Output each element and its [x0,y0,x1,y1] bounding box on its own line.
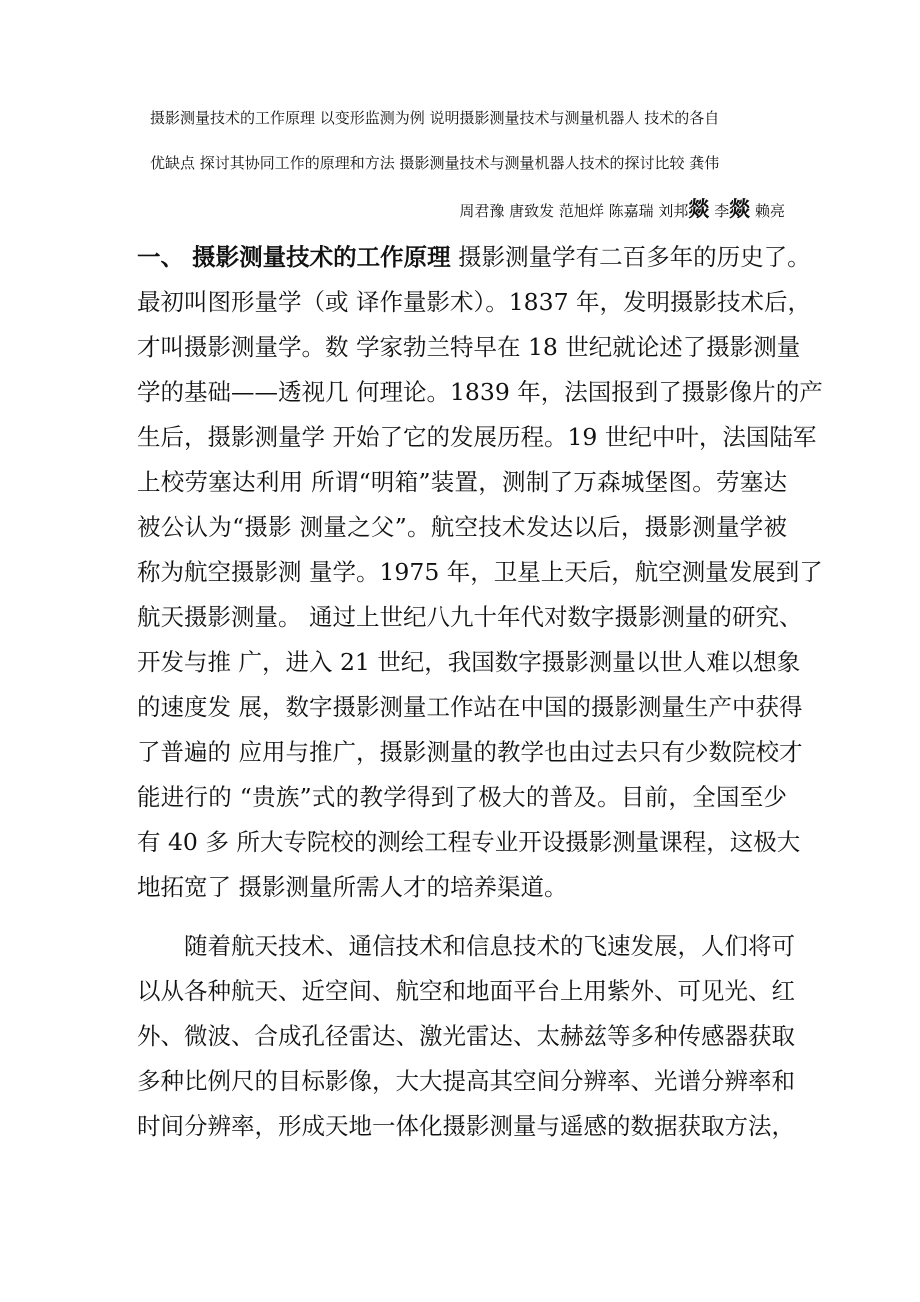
body-line: 能进行的 “贵族”式的教学得到了极大的普及。目前，全国至少 [137,783,787,811]
body-line: 时间分辨率，形成天地一体化摄影测量与遥感的数据获取方法， [137,1112,795,1140]
author-list [459,196,785,221]
author-char: 燚 [729,196,751,221]
body-line: 航天摄影测量。 通过上世纪八九十年代对数字摄影测量的研究、 [137,603,803,631]
body-line: 随着航天技术、通信技术和信息技术的飞速发展，人们将可 [137,932,795,960]
body-line: 了普遍的 应用与推广，摄影测量的教学也由过去只有少数院校才 [137,738,803,766]
title-line-1: 摄影测量技术的工作原理 以变形监测为例 说明摄影测量技术与测量机器人 技术的各自 [150,109,720,127]
body-line: 开发与推 广，进入 21 世纪，我国数字摄影测量以世人难以想象 [137,648,801,676]
body-line: 称为航空摄影测 量学。1975 年，卫星上天后，航空测量发展到了 [137,558,823,586]
body-line: 多种比例尺的目标影像，大大提高其空间分辨率、光谱分辨率和 [137,1067,795,1095]
body-line: 地拓宽了 摄影测量所需人才的培养渠道。 [137,873,568,901]
body-line [137,242,811,272]
title-line-2: 优缺点 探讨其协同工作的原理和方法 摄影测量技术与测量机器人技术的探讨比较 龚伟 [150,154,720,172]
body-line: 生后，摄影测量学 开始了它的发展历程。19 世纪中叶，法国陆军 [137,423,817,451]
body-text: 摄影测量学有二百多年的历史了。 [458,243,811,271]
body-line: 被公认为“摄影 测量之父”。航空技术发达以后，摄影测量学被 [137,513,787,541]
body-line: 学的基础——透视几 何理论。1839 年，法国报到了摄影像片的产 [137,378,823,406]
authors: 李 [709,202,730,220]
section-heading: 一、 摄影测量技术的工作原理 [137,243,451,271]
body-line: 外、微波、合成孔径雷达、激光雷达、太赫兹等多种传感器获取 [137,1022,795,1050]
body-line: 上校劳塞达利用 所谓“明箱”装置，测制了万森城堡图。劳塞达 [137,468,787,496]
author-char: 燚 [688,196,710,221]
authors: 周君豫 唐致发 范旭烊 陈嘉瑞 刘邦 [459,202,689,220]
authors: 赖亮 [750,202,785,220]
body-line: 才叫摄影测量学。数 学家勃兰特早在 18 世纪就论述了摄影测量 [137,333,801,361]
body-line: 以从各种航天、近空间、航空和地面平台上用紫外、可见光、红 [137,977,795,1005]
body-line: 最初叫图形量学（或 译作量影术）。1837 年，发明摄影技术后， [137,288,811,316]
body-line: 有 40 多 所大专院校的测绘工程专业开设摄影测量课程，这极大 [137,828,801,856]
body-line: 的速度发 展，数字摄影测量工作站在中国的摄影测量生产中获得 [137,693,803,721]
